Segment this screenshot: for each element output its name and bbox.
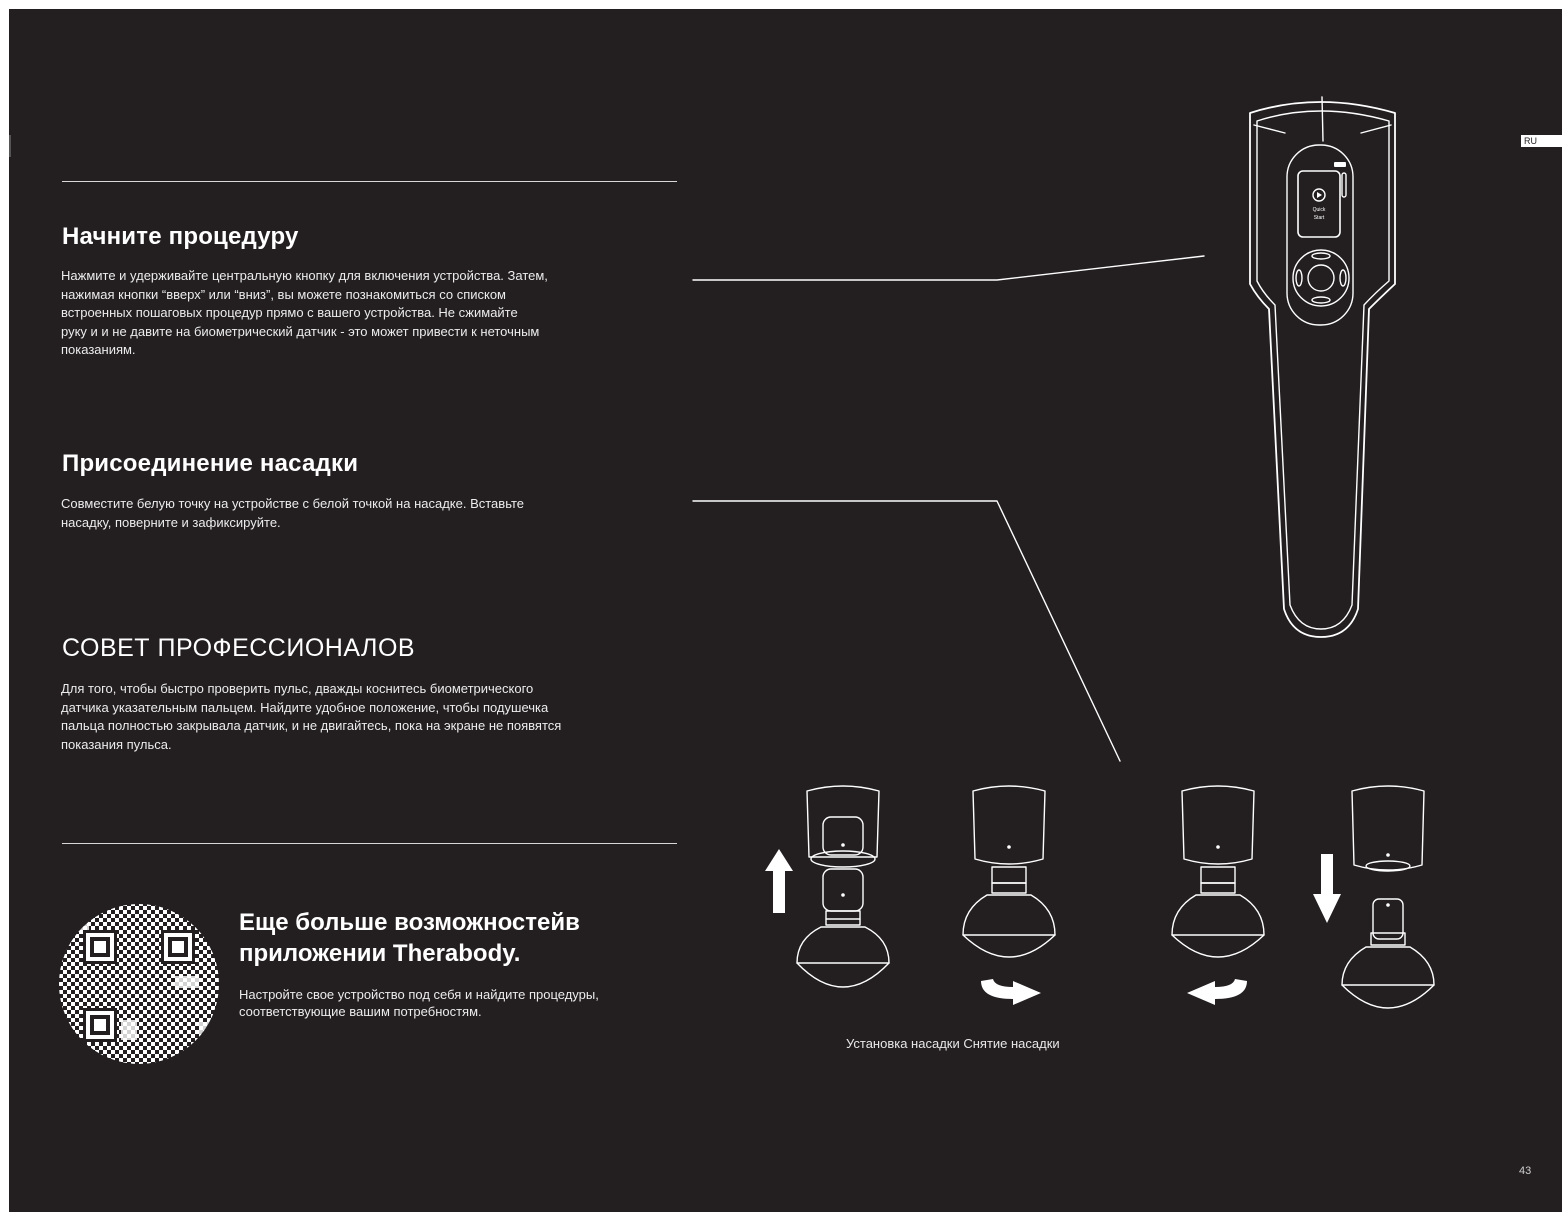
app-text-line: соответствующие вашим потребностям.: [239, 1004, 482, 1019]
device-illustration: [1250, 97, 1395, 637]
battery-icon: [1334, 162, 1346, 167]
app-text-line: Настройте свое устройство под себя и найдите процедуры,: [239, 987, 599, 1002]
attachment-step-install-2: [963, 786, 1055, 957]
device-inner-contour: [1257, 111, 1389, 629]
device-body: [1250, 102, 1395, 637]
language-tab: RU: [1521, 135, 1562, 147]
app-title-line: приложении Therabody.: [239, 940, 521, 967]
tip-line: датчика указательным пальцем. Найдите удобное положение, чтобы подушечка: [61, 699, 549, 715]
tip-line: пальца полностью закрывала датчик, и не двигайтесь, пока на экране не появятся: [61, 718, 562, 733]
center-button: [1308, 265, 1334, 291]
device-screen-label-quick: Quick: [1312, 207, 1326, 213]
attach-line: насадку, поверните и зафиксируйте.: [61, 514, 281, 530]
attachment-step-install-1: [797, 786, 889, 987]
start-line: Нажмите и удерживайте центральную кнопку для включения устройства. Затем,: [61, 268, 548, 283]
attachment-step-remove-2: [1342, 786, 1434, 1008]
callout-line-attachment: [693, 501, 1120, 761]
tip-line: показания пульса.: [61, 736, 172, 752]
illustration-caption: Установка насадки Снятие насадки: [846, 1036, 1060, 1051]
callout-line-device: [693, 256, 1204, 280]
page-number: 43: [1519, 1165, 1532, 1177]
start-line: нажимая кнопки “вверх” или “вниз”, вы можете познакомиться со списком: [61, 286, 506, 302]
attach-heading: Присоединение насадки: [62, 450, 359, 477]
arrow-down-icon: [1313, 854, 1341, 923]
start-heading: Начните процедуру: [62, 223, 299, 250]
start-line: встроенных пошаговых процедур прямо с вашего устройства. Не сжимайте: [61, 305, 518, 320]
device-control-panel: [1287, 145, 1353, 325]
tip-line: Для того, чтобы быстро проверить пульс, дважды коснитесь биометрического: [61, 681, 534, 696]
tip-heading: СОВЕТ ПРОФЕССИОНАЛОВ: [62, 634, 416, 662]
device-screen: [1298, 171, 1340, 237]
attach-line: Совместите белую точку на устройстве с белой точкой на насадке. Вставьте: [61, 496, 524, 511]
illustration-layer: [9, 9, 1562, 1212]
start-line: руку и и не давите на биометрический датчик - это может привести к неточным: [61, 323, 540, 339]
start-line: показаниям.: [61, 342, 136, 357]
device-screen-label-start: Start: [1313, 215, 1325, 221]
arrow-up-icon: [765, 849, 793, 913]
manual-page: [9, 9, 1562, 1212]
app-title-line: Еще больше возможностейв: [239, 909, 580, 936]
rotate-clockwise-icon: [981, 979, 1041, 1005]
rotate-counterclockwise-icon: [1187, 979, 1247, 1005]
attachment-step-remove-1: [1172, 786, 1264, 957]
